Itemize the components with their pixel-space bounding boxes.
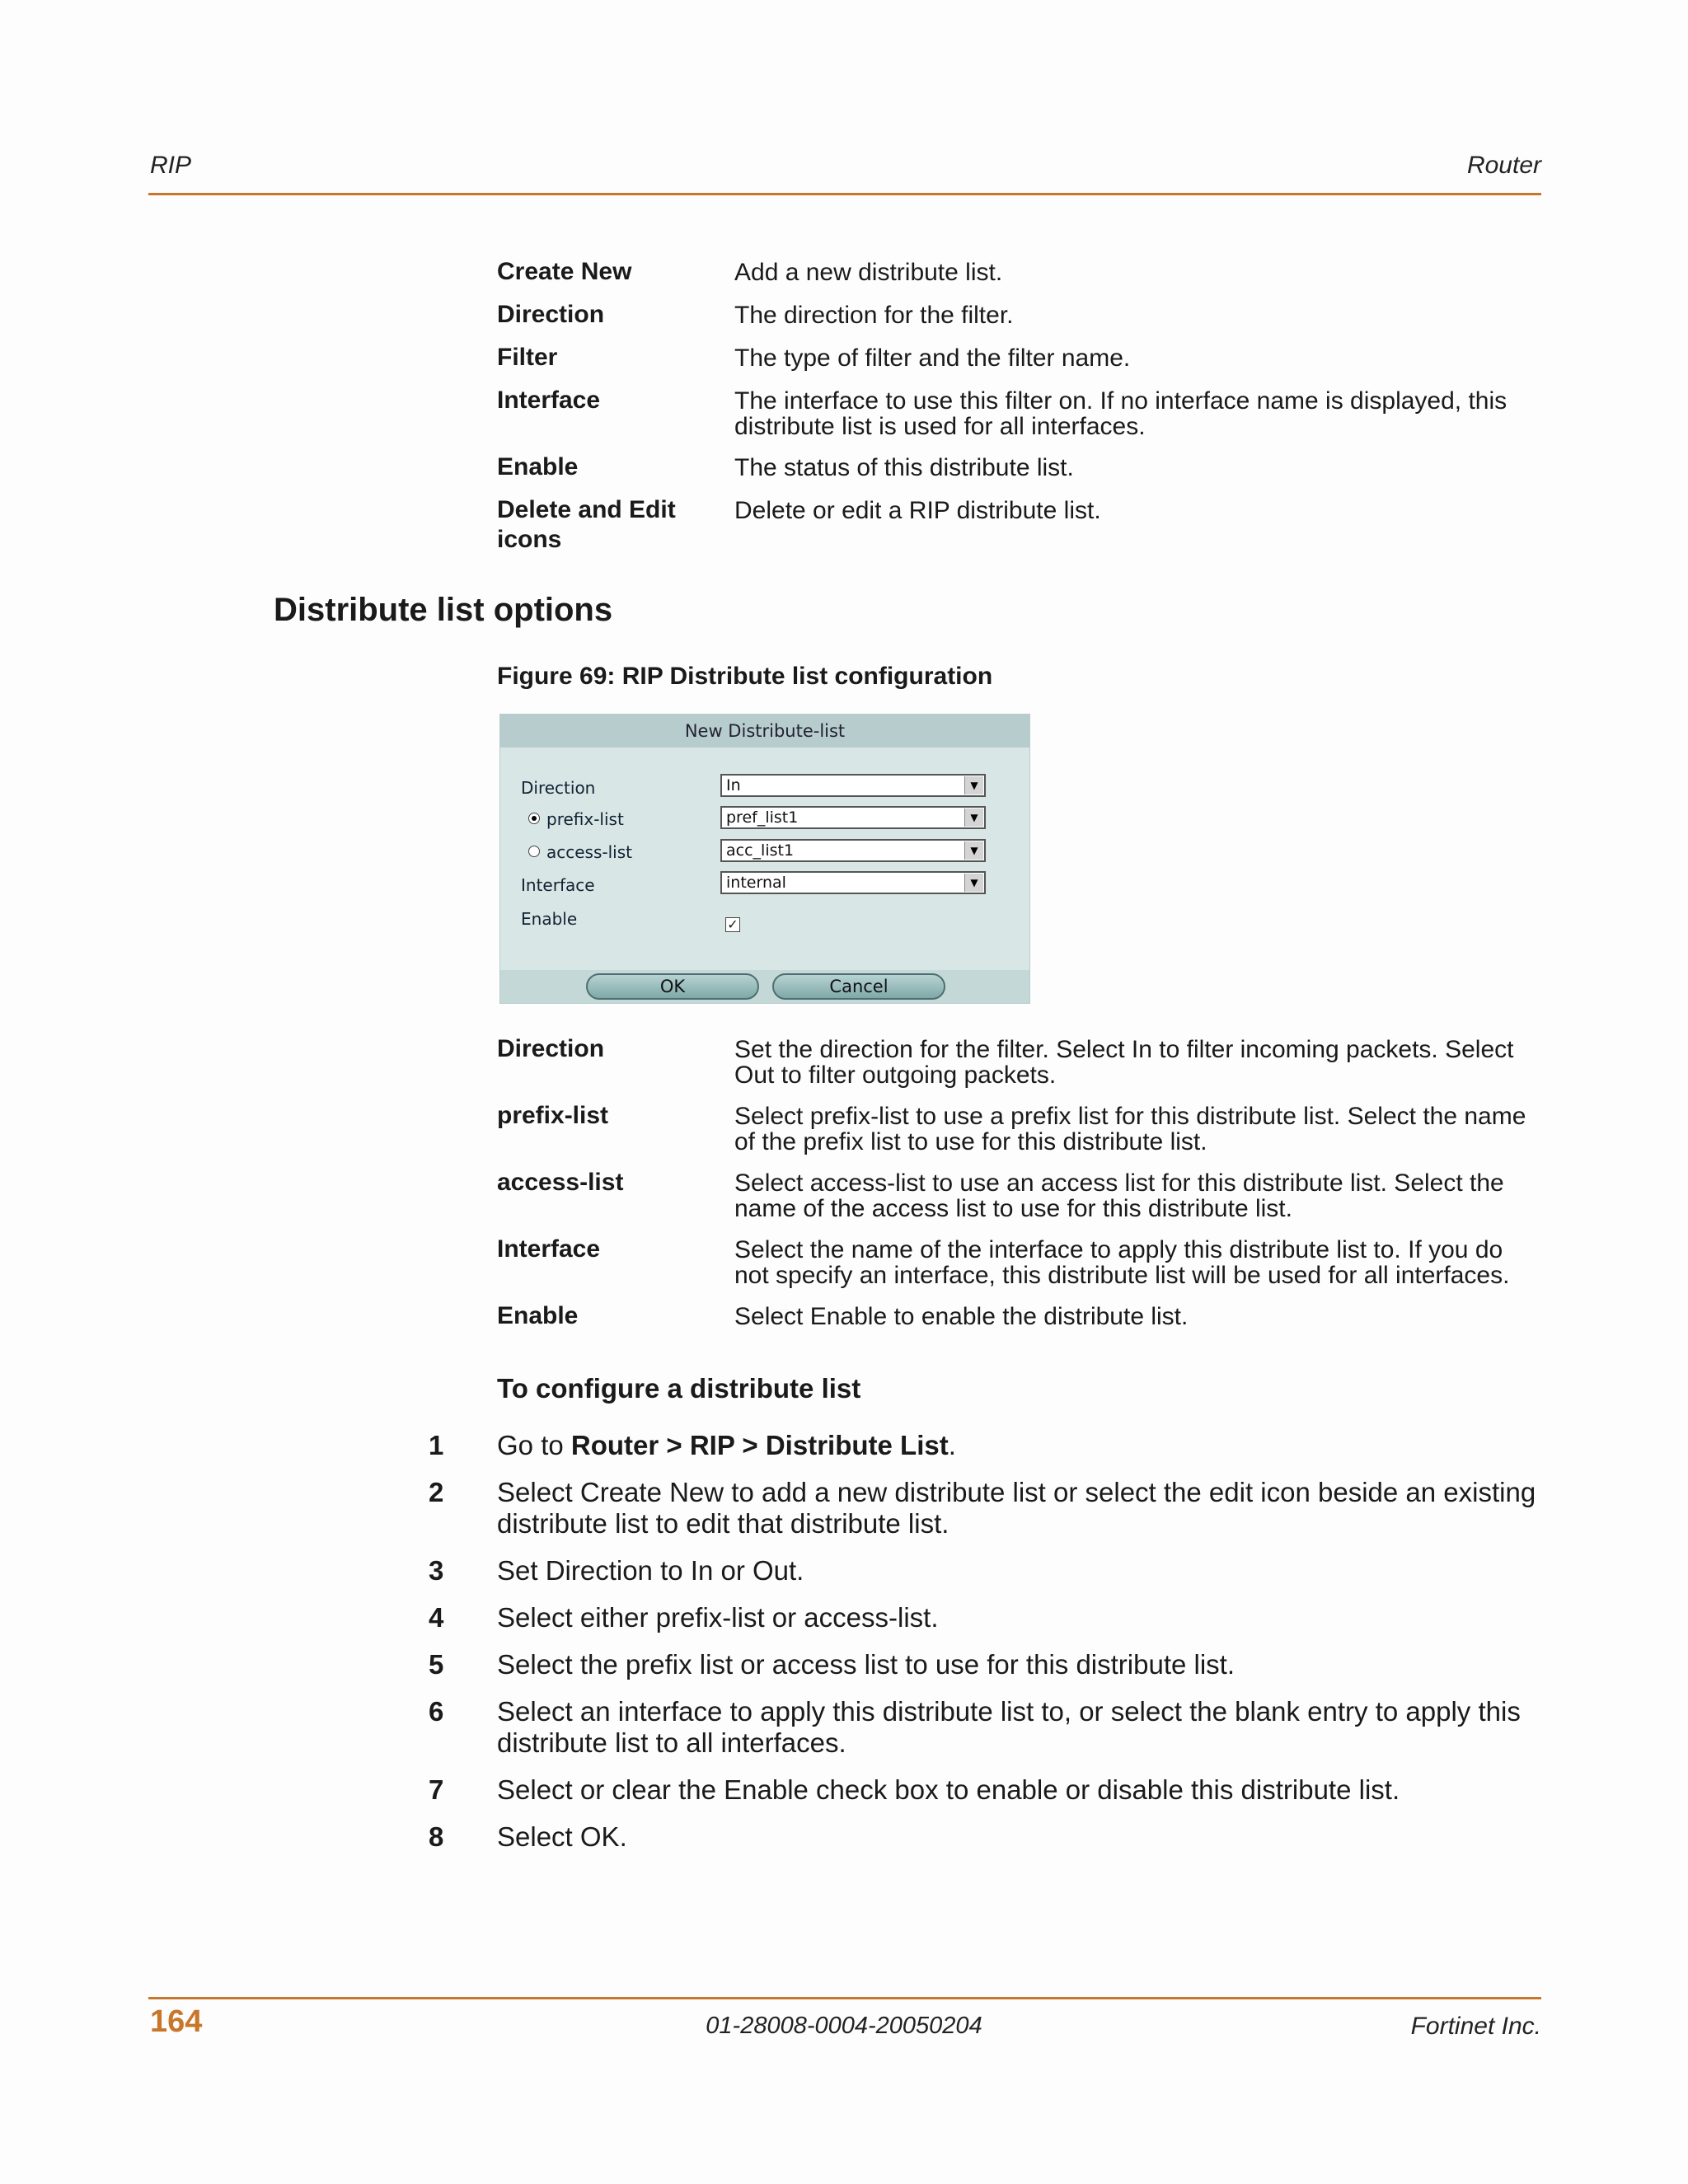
- dialog-title: New Distribute-list: [500, 715, 1029, 748]
- term: Create New: [497, 258, 632, 285]
- term: Interface: [497, 1235, 601, 1263]
- step-text: [497, 1555, 1550, 1586]
- table-row: [497, 1101, 1544, 1155]
- step-text: [497, 1430, 1550, 1461]
- access-list-select[interactable]: [720, 839, 986, 862]
- access-list-select-value: acc_list1: [726, 841, 795, 860]
- step-text-pre: Select OK.: [497, 1821, 627, 1852]
- direction-label: Direction: [521, 778, 596, 798]
- checkmark-icon: ✓: [727, 916, 738, 932]
- step-text-pre: Go to: [497, 1430, 571, 1460]
- section-heading: Distribute list options: [274, 592, 613, 628]
- cancel-button[interactable]: Cancel: [772, 973, 945, 1000]
- table-row: [497, 1235, 1544, 1288]
- procedure-step: [429, 1430, 1550, 1461]
- table-row: [497, 343, 1544, 373]
- step-text-pre: Set Direction to In or Out.: [497, 1555, 804, 1586]
- chevron-down-icon[interactable]: ▼: [964, 841, 983, 860]
- step-text: [497, 1774, 1550, 1806]
- term: Interface: [497, 387, 601, 414]
- step-text: [497, 1649, 1550, 1680]
- description: Add a new distribute list.: [734, 259, 1003, 286]
- term: Direction: [497, 301, 605, 328]
- description: Delete or edit a RIP distribute list.: [734, 497, 1101, 524]
- prefix-list-select-value: pref_list1: [726, 808, 799, 827]
- description: Select the name of the interface to apply this distribute list to. If you do not specify an interface, this distribute list will be used for all interfaces.: [734, 1236, 1510, 1289]
- term: Delete and Edit icons: [497, 496, 676, 553]
- term: Enable: [497, 453, 579, 480]
- step-text-pre: Select either prefix-list or access-list.: [497, 1602, 939, 1633]
- term: access-list: [497, 1169, 624, 1196]
- interface-select[interactable]: [720, 871, 986, 894]
- chevron-down-icon[interactable]: ▼: [964, 776, 983, 794]
- procedure-step: [429, 1477, 1550, 1540]
- procedure-step: [429, 1774, 1550, 1806]
- procedure-step: [429, 1821, 1550, 1853]
- description: Select access-list to use an access list for this distribute list. Select the name of the access list to use for this distribute list.: [734, 1169, 1504, 1222]
- direction-select[interactable]: [720, 774, 986, 797]
- description: Select Enable to enable the distribute list.: [734, 1303, 1189, 1330]
- term: Direction: [497, 1035, 605, 1062]
- procedure-step: [429, 1602, 1550, 1633]
- description: The type of filter and the filter name.: [734, 344, 1131, 372]
- description: The direction for the filter.: [734, 302, 1014, 329]
- description: Set the direction for the filter. Select In to filter incoming packets. Select Out to filter outgoing packets.: [734, 1036, 1514, 1089]
- field-description-table: [497, 257, 1544, 568]
- chevron-down-icon[interactable]: ▼: [964, 808, 983, 827]
- step-text-pre: Select an interface to apply this distribute list to, or select the blank entry to apply this distribute list to all interfaces.: [497, 1696, 1521, 1758]
- step-text: [497, 1477, 1550, 1540]
- step-number: 5: [429, 1649, 444, 1680]
- step-text-pre: Select Create New to add a new distribute list or select the edit icon beside an existing distribute list to edit that distribute list.: [497, 1477, 1536, 1539]
- step-text: [497, 1602, 1550, 1633]
- direction-select-value: In: [726, 776, 741, 794]
- enable-checkbox[interactable]: [725, 917, 740, 932]
- step-text: [497, 1696, 1550, 1759]
- procedure-steps: [429, 1430, 1550, 1868]
- new-distribute-list-dialog: [499, 714, 1030, 1004]
- step-text-bold: Router > RIP > Distribute List: [570, 1430, 949, 1460]
- step-text-pre: Select or clear the Enable check box to enable or disable this distribute list.: [497, 1774, 1400, 1805]
- term: Filter: [497, 344, 558, 371]
- page-number: 164: [150, 2004, 203, 2039]
- company-name: Fortinet Inc.: [1410, 2013, 1541, 2040]
- dialog-footer: [500, 970, 1029, 1003]
- table-row: [497, 1301, 1544, 1331]
- procedure-heading: To configure a distribute list: [497, 1373, 861, 1404]
- table-row: [497, 495, 1544, 555]
- step-text-pre: Select the prefix list or access list to use for this distribute list.: [497, 1649, 1236, 1680]
- ok-button[interactable]: OK: [586, 973, 759, 1000]
- table-row: [497, 386, 1544, 439]
- header-rule: [148, 193, 1541, 195]
- step-number: 3: [429, 1555, 444, 1586]
- step-text: [497, 1821, 1550, 1853]
- header-chapter-title: Router: [1466, 152, 1541, 179]
- description: The status of this distribute list.: [734, 454, 1074, 481]
- description: Select prefix-list to use a prefix list for this distribute list. Select the name of the prefix list to use for this distribute list.: [734, 1103, 1526, 1155]
- step-number: 4: [429, 1602, 444, 1633]
- table-row: [497, 257, 1544, 287]
- interface-label: Interface: [521, 875, 595, 895]
- prefix-list-radio[interactable]: [528, 813, 540, 824]
- option-description-table: [497, 1034, 1544, 1344]
- table-row: [497, 300, 1544, 330]
- enable-label: Enable: [521, 909, 578, 929]
- step-text-post: .: [948, 1430, 956, 1460]
- step-number: 1: [429, 1430, 444, 1460]
- step-number: 2: [429, 1477, 444, 1507]
- procedure-step: [429, 1649, 1550, 1680]
- footer-rule: [148, 1997, 1541, 1999]
- header-section-title: RIP: [150, 152, 192, 179]
- prefix-list-label: prefix-list: [546, 809, 624, 829]
- access-list-label: access-list: [546, 842, 632, 862]
- step-number: 7: [429, 1774, 444, 1805]
- figure-caption: Figure 69: RIP Distribute list configuration: [497, 663, 993, 690]
- term: prefix-list: [497, 1102, 609, 1129]
- access-list-radio[interactable]: [528, 846, 540, 857]
- step-number: 8: [429, 1821, 444, 1852]
- prefix-list-select[interactable]: [720, 806, 986, 829]
- procedure-step: [429, 1696, 1550, 1759]
- table-row: [497, 452, 1544, 482]
- document-id: 01-28008-0004-20050204: [706, 2013, 982, 2039]
- table-row: [497, 1034, 1544, 1088]
- description: The interface to use this filter on. If no interface name is displayed, this distribute list is used for all interfaces.: [734, 387, 1507, 440]
- step-number: 6: [429, 1696, 444, 1727]
- table-row: [497, 1168, 1544, 1221]
- chevron-down-icon[interactable]: ▼: [964, 874, 983, 892]
- interface-select-value: internal: [726, 874, 786, 892]
- term: Enable: [497, 1302, 579, 1329]
- procedure-step: [429, 1555, 1550, 1586]
